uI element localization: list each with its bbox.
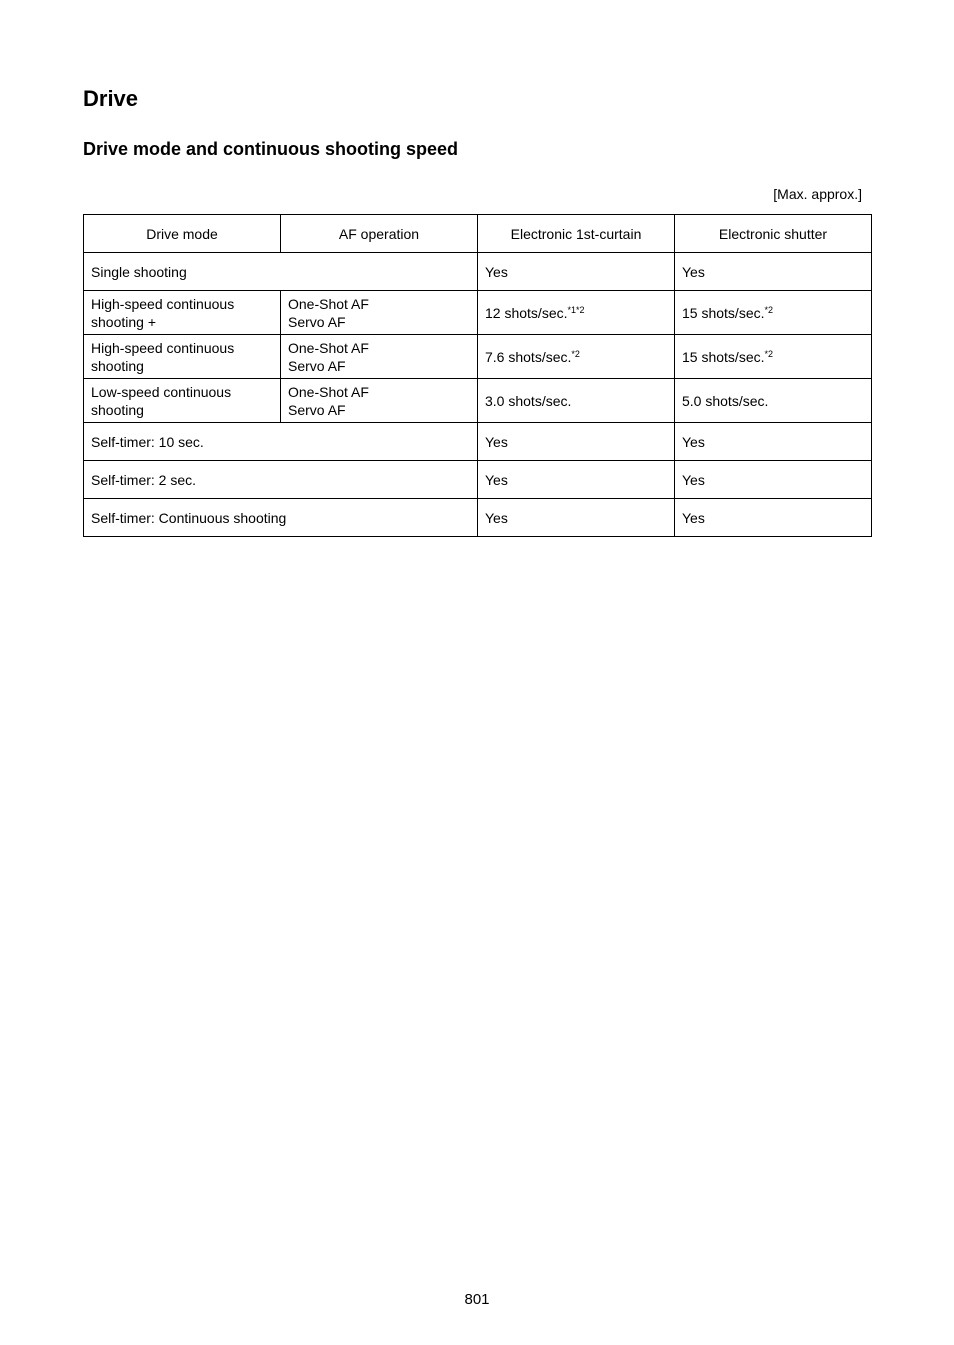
- header-af-operation: AF operation: [281, 215, 478, 253]
- af-operation-line: Servo AF: [288, 401, 346, 418]
- page-number: 801: [464, 1291, 490, 1308]
- af-operation-line: One-Shot AF: [288, 383, 369, 400]
- af-operation-line: Servo AF: [288, 313, 346, 330]
- footnote-ref: *2: [764, 304, 774, 315]
- cell-drive-mode: Self-timer: 10 sec.: [84, 423, 478, 461]
- drive-mode-line: High-speed continuous: [91, 339, 235, 356]
- cell-drive-mode: Self-timer: Continuous shooting: [84, 499, 478, 537]
- cell-electronic-shutter: Yes: [675, 253, 872, 291]
- cell-drive-mode: Single shooting: [84, 253, 478, 291]
- table-row: [84, 335, 872, 379]
- cell-electronic-shutter: Yes: [675, 499, 872, 537]
- speed-value: 7.6 shots/sec.: [485, 348, 572, 365]
- drive-mode-line: shooting: [91, 401, 144, 418]
- table-row: [84, 423, 872, 461]
- cell-electronic-1st-curtain: Yes: [478, 499, 675, 537]
- table-row: [84, 461, 872, 499]
- cell-af-operation: [281, 291, 478, 335]
- cell-drive-mode: Self-timer: 2 sec.: [84, 461, 478, 499]
- speed-value: 15 shots/sec.: [682, 348, 765, 365]
- cell-electronic-shutter: 5.0 shots/sec.: [675, 379, 872, 423]
- footnote-ref: *1*2: [567, 304, 585, 315]
- footnote-ref: *2: [764, 348, 774, 359]
- cell-electronic-1st-curtain: [478, 291, 675, 335]
- cell-electronic-1st-curtain: 3.0 shots/sec.: [478, 379, 675, 423]
- cell-electronic-shutter: Yes: [675, 423, 872, 461]
- af-operation-line: One-Shot AF: [288, 295, 369, 312]
- cell-electronic-shutter: Yes: [675, 461, 872, 499]
- cell-electronic-1st-curtain: Yes: [478, 253, 675, 291]
- drive-mode-line: High-speed continuous: [91, 295, 235, 312]
- header-drive-mode: Drive mode: [84, 215, 281, 253]
- speed-value: 12 shots/sec.: [485, 304, 568, 321]
- table-header-row: [84, 215, 872, 253]
- section-title: Drive mode and continuous shooting speed: [83, 139, 459, 159]
- cell-electronic-1st-curtain: Yes: [478, 461, 675, 499]
- footnote-ref: *2: [571, 348, 580, 359]
- cell-drive-mode: [84, 379, 281, 423]
- cell-drive-mode: [84, 291, 281, 335]
- af-operation-line: One-Shot AF: [288, 339, 369, 356]
- cell-drive-mode: [84, 335, 281, 379]
- table-note: [Max. approx.]: [773, 186, 862, 202]
- drive-mode-table: [83, 214, 872, 537]
- header-electronic-1st-curtain: Electronic 1st-curtain: [478, 215, 675, 253]
- af-operation-line: Servo AF: [288, 357, 346, 374]
- cell-electronic-shutter: [675, 291, 872, 335]
- cell-electronic-1st-curtain: [478, 335, 675, 379]
- header-electronic-shutter: Electronic shutter: [675, 215, 872, 253]
- table-row: [84, 379, 872, 423]
- cell-af-operation: [281, 379, 478, 423]
- speed-value: 15 shots/sec.: [682, 304, 765, 321]
- table-row: [84, 291, 872, 335]
- table-row: [84, 253, 872, 291]
- table-row: [84, 499, 872, 537]
- page-title: Drive: [83, 86, 139, 111]
- drive-mode-line: Low-speed continuous: [91, 383, 232, 400]
- cell-af-operation: [281, 335, 478, 379]
- drive-mode-line: shooting +: [91, 313, 156, 330]
- cell-electronic-1st-curtain: Yes: [478, 423, 675, 461]
- drive-mode-line: shooting: [91, 357, 144, 374]
- cell-electronic-shutter: [675, 335, 872, 379]
